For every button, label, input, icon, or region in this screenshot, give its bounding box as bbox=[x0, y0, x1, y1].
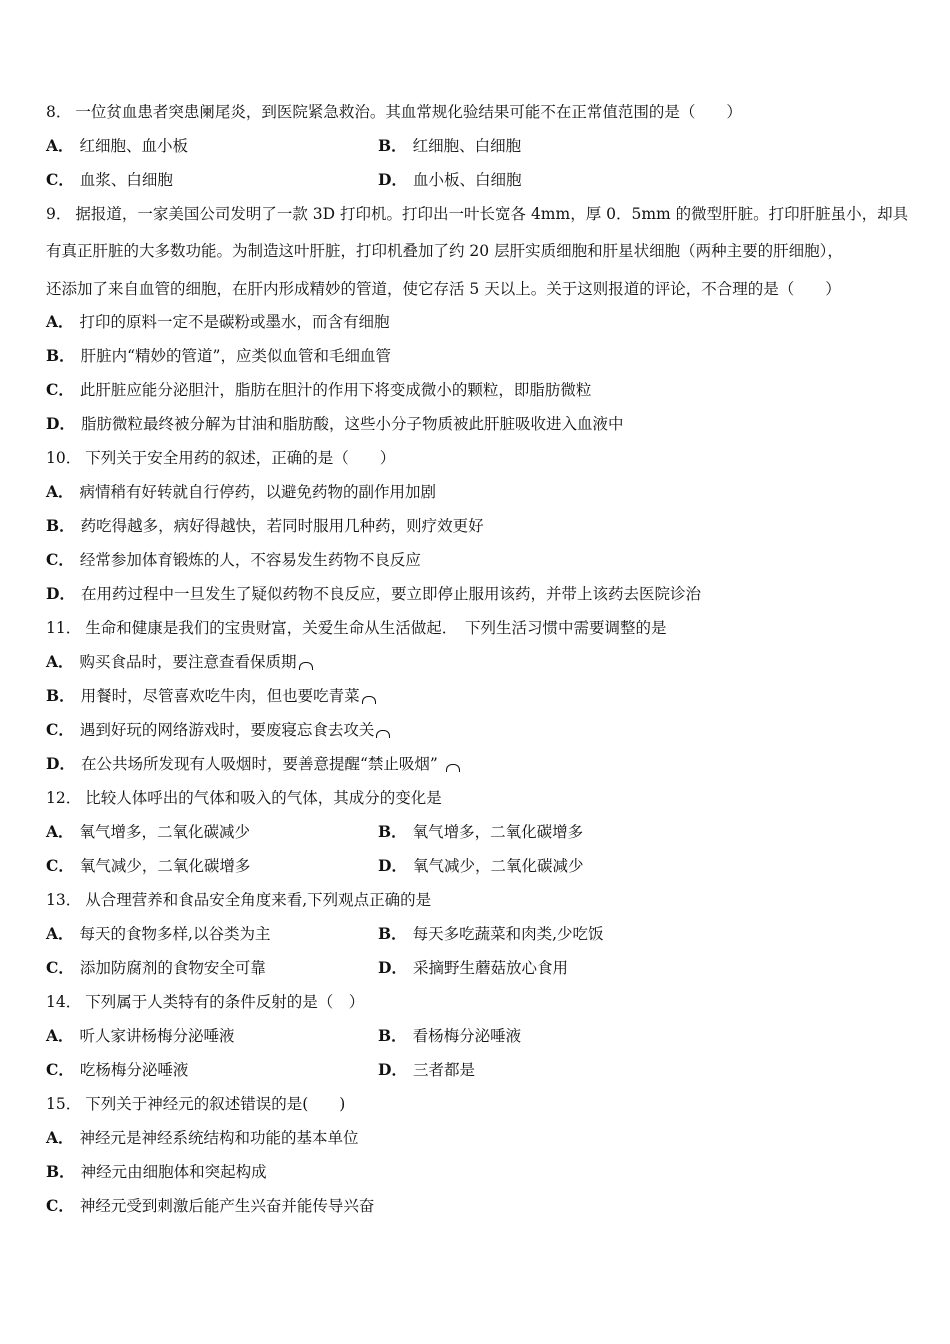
question-11-option-b: B． 用餐时，尽管喜欢吃牛肉，但也要吃青菜 bbox=[46, 686, 376, 706]
question-9-option-c: C． 此肝脏应能分泌胆汁，脂肪在胆汁的作用下将变成微小的颗粒，即脂肪微粒 bbox=[46, 380, 592, 399]
question-15-option-b: B． 神经元由细胞体和突起构成 bbox=[46, 1162, 267, 1181]
question-13-option-a: A． 每天的食物多样,以谷类为主 bbox=[46, 924, 271, 943]
question-11-stem: 11． 生命和健康是我们的宝贵财富，关爱生命从生活做起． 下列生活习惯中需要调整的是 bbox=[46, 619, 667, 637]
question-14-option-a: A． 听人家讲杨梅分泌唾液 bbox=[46, 1026, 235, 1045]
question-14-option-b: B． 看杨梅分泌唾液 bbox=[378, 1026, 522, 1045]
question-14-stem: 14． 下列属于人类特有的条件反射的是（ ） bbox=[46, 993, 365, 1011]
question-10-option-c: C． 经常参加体育锻炼的人，不容易发生药物不良反应 bbox=[46, 550, 421, 569]
question-12-stem: 12． 比较人体呼出的气体和吸入的气体，其成分的变化是 bbox=[46, 789, 442, 807]
question-9-option-d: D． 脂肪微粒最终被分解为甘油和脂肪酸，这些小分子物质被此肝脏吸收进入血液中 bbox=[46, 414, 624, 433]
question-8-option-d: D． 血小板、白细胞 bbox=[378, 170, 522, 189]
question-15-option-c: C． 神经元受到刺激后能产生兴奋并能传导兴奋 bbox=[46, 1196, 375, 1215]
question-12-option-c: C． 氧气减少，二氧化碳增多 bbox=[46, 856, 251, 875]
question-11-option-c: C． 遇到好玩的网络游戏时，要废寝忘食去攻关 bbox=[46, 720, 390, 740]
question-13-option-d: D． 采摘野生蘑菇放心食用 bbox=[378, 958, 568, 977]
blank-mark-icon bbox=[446, 764, 460, 772]
question-8-option-c: C． 血浆、白细胞 bbox=[46, 170, 173, 189]
question-13-option-c: C． 添加防腐剂的食物安全可靠 bbox=[46, 958, 266, 977]
blank-mark-icon bbox=[299, 662, 313, 670]
question-9-option-b: B． 肝脏内“精妙的管道”，应类似血管和毛细血管 bbox=[46, 346, 391, 365]
question-13-option-b: B． 每天多吃蔬菜和肉类,少吃饭 bbox=[378, 924, 604, 943]
question-8-option-b: B． 红细胞、白细胞 bbox=[378, 136, 522, 155]
question-9-stem-line-3: 还添加了来自血管的细胞，在肝内形成精妙的管道，使它存活 5 天以上。关于这则报道的评论，不合理的是（ ） bbox=[46, 280, 841, 298]
question-11-option-a: A． 购买食品时，要注意查看保质期 bbox=[46, 652, 313, 672]
question-9-option-a: A． 打印的原料一定不是碳粉或墨水，而含有细胞 bbox=[46, 312, 390, 331]
blank-mark-icon bbox=[376, 730, 390, 738]
question-15-option-a: A． 神经元是神经系统结构和功能的基本单位 bbox=[46, 1128, 359, 1147]
question-9-stem-line-2: 有真正肝脏的大多数功能。为制造这叶肝脏，打印机叠加了约 20 层肝实质细胞和肝星状细胞（两种主要的肝细胞）， bbox=[46, 242, 843, 260]
question-10-option-d: D． 在用药过程中一旦发生了疑似药物不良反应，要立即停止服用该药，并带上该药去医院诊治 bbox=[46, 584, 701, 603]
question-13-stem: 13． 从合理营养和食品安全角度来看,下列观点正确的是 bbox=[46, 891, 432, 909]
question-15-stem: 15． 下列关于神经元的叙述错误的是( ) bbox=[46, 1095, 346, 1113]
question-10-stem: 10． 下列关于安全用药的叙述，正确的是（ ） bbox=[46, 449, 396, 467]
question-14-option-c: C． 吃杨梅分泌唾液 bbox=[46, 1060, 189, 1079]
question-11-option-d: D． 在公共场所发现有人吸烟时，要善意提醒“禁止吸烟” bbox=[46, 754, 460, 774]
question-10-option-b: B． 药吃得越多，病好得越快，若同时服用几种药，则疗效更好 bbox=[46, 516, 484, 535]
question-9-stem-line-1: 9． 据报道，一家美国公司发明了一款 3D 打印机。打印出一叶长宽各 4mm，厚 0．5mm 的微型肝脏。打印肝脏虽小，却具 bbox=[46, 205, 909, 223]
question-12-option-d: D． 氧气减少，二氧化碳减少 bbox=[378, 856, 584, 875]
question-8-option-a: A． 红细胞、血小板 bbox=[46, 136, 189, 155]
question-12-option-b: B． 氧气增多，二氧化碳增多 bbox=[378, 822, 584, 841]
question-8-stem: 8． 一位贫血患者突患阑尾炎，到医院紧急救治。其血常规化验结果可能不在正常值范围的是（ ） bbox=[46, 103, 742, 121]
question-12-option-a: A． 氧气增多，二氧化碳减少 bbox=[46, 822, 251, 841]
question-10-option-a: A． 病情稍有好转就自行停药，以避免药物的副作用加剧 bbox=[46, 482, 437, 501]
question-14-option-d: D． 三者都是 bbox=[378, 1060, 475, 1079]
blank-mark-icon bbox=[362, 696, 376, 704]
